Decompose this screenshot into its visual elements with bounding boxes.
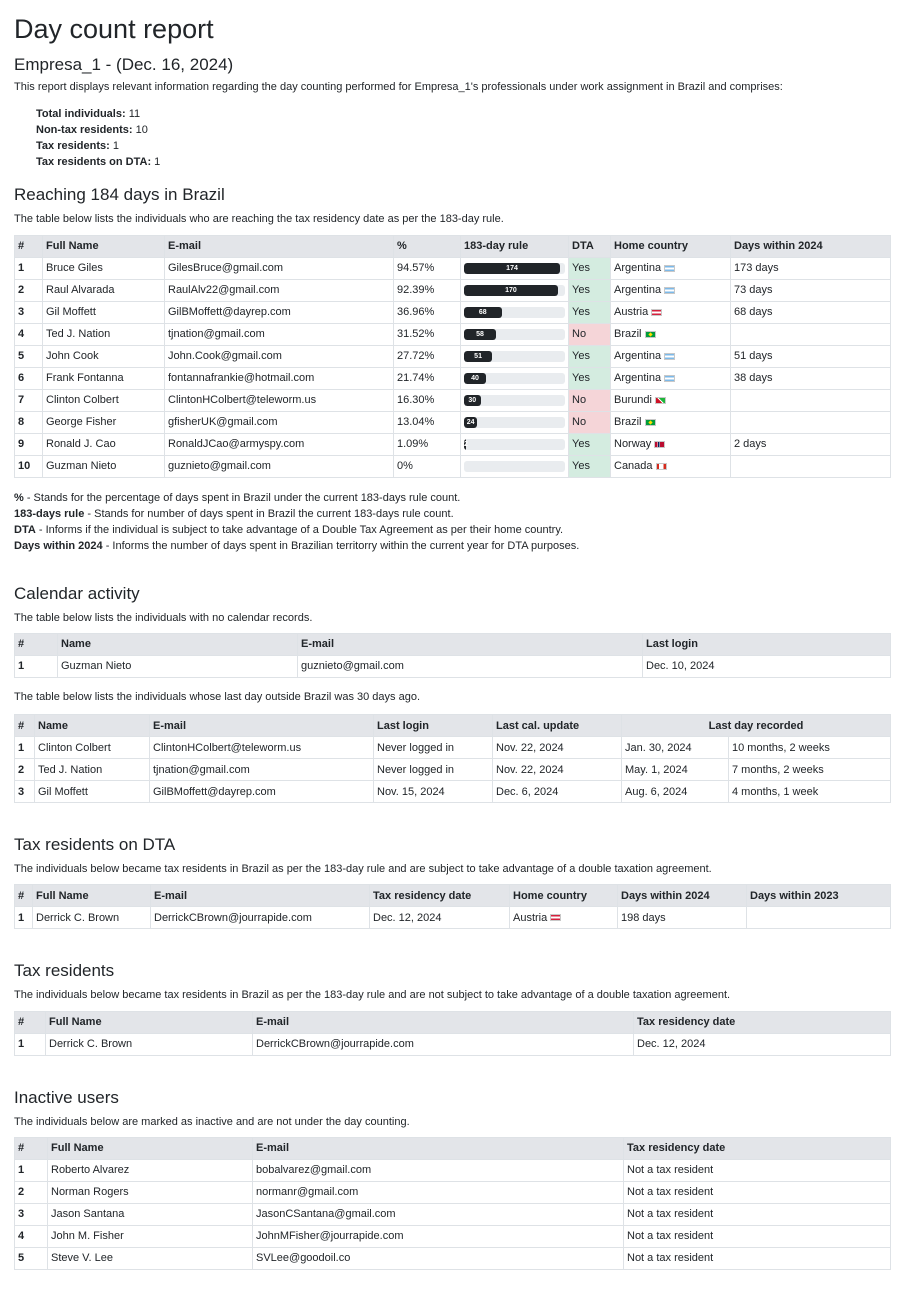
full-name: Ronald J. Cao	[43, 433, 165, 455]
row-number: 3	[15, 781, 35, 803]
column-header: #	[15, 1011, 46, 1033]
full-name: Guzman Nieto	[43, 455, 165, 477]
last-login: Dec. 10, 2024	[643, 655, 891, 677]
table-row	[15, 389, 891, 411]
full-name: John Cook	[43, 345, 165, 367]
legend-item	[14, 506, 890, 522]
calendar-heading: Calendar activity	[14, 583, 140, 603]
full-name: Bruce Giles	[43, 257, 165, 279]
column-header: #	[15, 885, 33, 907]
email: John.Cook@gmail.com	[165, 345, 394, 367]
argentina-flag-icon	[664, 265, 675, 272]
legend-item	[14, 490, 890, 506]
dta-desc: The individuals below became tax residents in Brazil as per the 183-day rule and are subject to take advantage of a double taxation agreement.	[14, 863, 712, 876]
column-header: E-mail	[151, 885, 370, 907]
days-within-2024: 51 days	[731, 345, 891, 367]
intro-text: This report displays relevant information regarding the day counting performed for Empresa_1's professionals under work assignment in Brazil and comprises:	[14, 81, 783, 93]
full-name: Derrick C. Brown	[33, 907, 151, 929]
last-login: Nov. 15, 2024	[374, 781, 493, 803]
column-header: E-mail	[150, 715, 374, 737]
column-header: Full Name	[46, 1011, 253, 1033]
table-row	[15, 411, 891, 433]
row-number: 1	[15, 737, 35, 759]
tax-residency-date: Not a tax resident	[624, 1160, 891, 1182]
home-country	[611, 301, 731, 323]
burundi-flag-icon	[655, 397, 666, 404]
tax-residency-date: Not a tax resident	[624, 1226, 891, 1248]
day-rule-bar	[464, 351, 565, 362]
table-row	[15, 1033, 891, 1055]
email: RaulAlv22@gmail.com	[165, 279, 394, 301]
last-login: Never logged in	[374, 759, 493, 781]
day-rule-cell	[461, 345, 569, 367]
last-login: Never logged in	[374, 737, 493, 759]
percentage: 0%	[394, 455, 461, 477]
column-header: Last login	[643, 633, 891, 655]
legend-text: - Stands for number of days spent in Brazil the current 183-days rule count.	[84, 507, 454, 520]
row-number: 1	[15, 257, 43, 279]
legend-item	[14, 522, 890, 538]
days-within-2024	[731, 411, 891, 433]
full-name: John M. Fisher	[48, 1226, 253, 1248]
email: JohnMFisher@jourrapide.com	[253, 1226, 624, 1248]
days-within-2023	[747, 907, 891, 929]
day-rule-bar-fill: 24	[464, 417, 477, 428]
percentage: 27.72%	[394, 345, 461, 367]
day-rule-bar-fill: 40	[464, 373, 486, 384]
email: bobalvarez@gmail.com	[253, 1160, 624, 1182]
dta-status: Yes	[569, 257, 611, 279]
full-name: Frank Fontanna	[43, 367, 165, 389]
days-within-2024: 38 days	[731, 367, 891, 389]
day-rule-bar	[464, 373, 565, 384]
tax-residency-date: Not a tax resident	[624, 1248, 891, 1270]
email: guznieto@gmail.com	[298, 655, 643, 677]
name: Gil Moffett	[35, 781, 150, 803]
legend	[14, 490, 890, 554]
legend-item	[14, 538, 890, 554]
summary-item	[36, 138, 890, 154]
row-number: 4	[15, 323, 43, 345]
column-header: E-mail	[253, 1138, 624, 1160]
home-country	[611, 433, 731, 455]
last-day-recorded: Jan. 30, 2024	[622, 737, 729, 759]
summary-item	[36, 154, 890, 170]
last-day-recorded: May. 1, 2024	[622, 759, 729, 781]
country-name: Austria	[513, 911, 548, 924]
home-country	[510, 907, 618, 929]
country-name: Brazil	[614, 327, 642, 340]
legend-term: Days within 2024	[14, 539, 103, 552]
column-header: %	[394, 235, 461, 257]
reaching-heading: Reaching 184 days in Brazil	[14, 185, 225, 205]
norway-flag-icon	[654, 441, 665, 448]
residents-heading: Tax residents	[14, 961, 115, 981]
austria-flag-icon	[550, 914, 561, 921]
table-row	[15, 433, 891, 455]
row-number: 9	[15, 433, 43, 455]
days-within-2024	[731, 323, 891, 345]
page-subtitle: Empresa_1 - (Dec. 16, 2024)	[14, 55, 234, 74]
full-name: Raul Alvarada	[43, 279, 165, 301]
row-number: 6	[15, 367, 43, 389]
table-row	[15, 323, 891, 345]
home-country	[611, 345, 731, 367]
dta-section	[14, 834, 890, 929]
name: Ted J. Nation	[35, 759, 150, 781]
email: SVLee@goodoil.co	[253, 1248, 624, 1270]
table-row	[15, 1160, 891, 1182]
legend-term: DTA	[14, 523, 36, 536]
legend-text: - Informs the number of days spent in Brazilian territorry within the current year for DTA purposes.	[102, 539, 580, 552]
row-number: 1	[15, 907, 33, 929]
day-rule-bar-fill: 170	[464, 285, 558, 296]
row-number: 2	[15, 759, 35, 781]
tax-residency-date: Not a tax resident	[624, 1204, 891, 1226]
column-header: E-mail	[298, 633, 643, 655]
last-cal-update: Nov. 22, 2024	[493, 737, 622, 759]
time-ago: 4 months, 1 week	[729, 781, 891, 803]
email: JasonCSantana@gmail.com	[253, 1204, 624, 1226]
day-rule-bar-fill: 174	[464, 263, 560, 274]
day-rule-cell	[461, 301, 569, 323]
column-header: Full Name	[33, 885, 151, 907]
email: GilBMoffett@dayrep.com	[150, 781, 374, 803]
summary-value: 1	[154, 156, 161, 169]
home-country	[611, 455, 731, 477]
full-name: Roberto Alvarez	[48, 1160, 253, 1182]
day-rule-cell	[461, 279, 569, 301]
column-header: Full Name	[48, 1138, 253, 1160]
table-row	[15, 781, 891, 803]
summary-item	[36, 106, 890, 122]
last-cal-update: Nov. 22, 2024	[493, 759, 622, 781]
home-country	[611, 411, 731, 433]
last-day-table	[14, 714, 891, 803]
dta-status: Yes	[569, 455, 611, 477]
percentage: 31.52%	[394, 323, 461, 345]
country-name: Burundi	[614, 393, 652, 406]
day-rule-cell	[461, 257, 569, 279]
reaching-table	[14, 235, 891, 478]
row-number: 4	[15, 1226, 48, 1248]
day-rule-cell	[461, 455, 569, 477]
column-header: DTA	[569, 235, 611, 257]
days-within-2024: 73 days	[731, 279, 891, 301]
table-row	[15, 279, 891, 301]
table-row	[15, 257, 891, 279]
argentina-flag-icon	[664, 375, 675, 382]
table-row	[15, 301, 891, 323]
days-within-2024: 2 days	[731, 433, 891, 455]
column-header: E-mail	[253, 1011, 634, 1033]
row-number: 1	[15, 1160, 48, 1182]
calendar-desc-2: The table below lists the individuals whose last day outside Brazil was 30 days ago.	[14, 690, 421, 703]
row-number: 5	[15, 1248, 48, 1270]
day-rule-bar-fill: 30	[464, 395, 481, 406]
table-row	[15, 1204, 891, 1226]
email: fontannafrankie@hotmail.com	[165, 367, 394, 389]
days-within-2024: 173 days	[731, 257, 891, 279]
summary-label: Tax residents:	[36, 140, 110, 153]
day-rule-bar	[464, 307, 565, 318]
country-name: Brazil	[614, 415, 642, 428]
percentage: 21.74%	[394, 367, 461, 389]
summary-label: Non-tax residents:	[36, 124, 133, 137]
column-header: Tax residency date	[634, 1011, 891, 1033]
row-number: 3	[15, 301, 43, 323]
column-header: E-mail	[165, 235, 394, 257]
summary-label: Total individuals:	[36, 108, 126, 121]
calendar-desc-1: The table below lists the individuals with no calendar records.	[14, 611, 313, 624]
inactive-heading: Inactive users	[14, 1087, 119, 1107]
legend-term: 183-days rule	[14, 507, 85, 520]
day-rule-cell	[461, 433, 569, 455]
day-rule-bar	[464, 329, 565, 340]
canada-flag-icon	[656, 463, 667, 470]
no-calendar-table	[14, 633, 891, 678]
email: GilBMoffett@dayrep.com	[165, 301, 394, 323]
full-name: Derrick C. Brown	[46, 1033, 253, 1055]
table-row	[15, 455, 891, 477]
column-header: #	[15, 715, 35, 737]
email: RonaldJCao@armyspy.com	[165, 433, 394, 455]
percentage: 94.57%	[394, 257, 461, 279]
residents-section	[14, 960, 890, 1055]
table-row	[15, 907, 891, 929]
home-country	[611, 389, 731, 411]
email: gfisherUK@gmail.com	[165, 411, 394, 433]
inactive-table	[14, 1137, 891, 1270]
percentage: 36.96%	[394, 301, 461, 323]
summary-list	[14, 106, 890, 170]
column-header: Days within 2024	[618, 885, 747, 907]
days-within-2024: 198 days	[618, 907, 747, 929]
dta-status: No	[569, 323, 611, 345]
argentina-flag-icon	[664, 353, 675, 360]
day-rule-bar	[464, 395, 565, 406]
day-rule-cell	[461, 367, 569, 389]
full-name: Gil Moffett	[43, 301, 165, 323]
email: DerrickCBrown@jourrapide.com	[151, 907, 370, 929]
full-name: Steve V. Lee	[48, 1248, 253, 1270]
column-header: Last cal. update	[493, 715, 622, 737]
row-number: 10	[15, 455, 43, 477]
table-row	[15, 1226, 891, 1248]
row-number: 7	[15, 389, 43, 411]
column-header: 183-day rule	[461, 235, 569, 257]
dta-status: No	[569, 411, 611, 433]
column-header: #	[15, 235, 43, 257]
day-rule-bar	[464, 263, 565, 274]
last-cal-update: Dec. 6, 2024	[493, 781, 622, 803]
reaching-desc: The table below lists the individuals who are reaching the tax residency date as per the 183-day rule.	[14, 213, 504, 226]
day-rule-bar	[464, 439, 565, 450]
email: normanr@gmail.com	[253, 1182, 624, 1204]
home-country	[611, 323, 731, 345]
name: Clinton Colbert	[35, 737, 150, 759]
tax-residency-date: Dec. 12, 2024	[370, 907, 510, 929]
email: ClintonHColbert@teleworm.us	[150, 737, 374, 759]
dta-status: Yes	[569, 301, 611, 323]
summary-item	[36, 122, 890, 138]
country-name: Argentina	[614, 349, 662, 362]
email: ClintonHColbert@teleworm.us	[165, 389, 394, 411]
table-row	[15, 655, 891, 677]
percentage: 92.39%	[394, 279, 461, 301]
day-rule-bar	[464, 461, 565, 472]
austria-flag-icon	[651, 309, 662, 316]
country-name: Norway	[614, 437, 652, 450]
day-rule-bar	[464, 417, 565, 428]
full-name: Ted J. Nation	[43, 323, 165, 345]
email: guznieto@gmail.com	[165, 455, 394, 477]
home-country	[611, 279, 731, 301]
percentage: 1.09%	[394, 433, 461, 455]
day-rule-bar-fill: 58	[464, 329, 496, 340]
column-header: Days within 2023	[747, 885, 891, 907]
inactive-desc: The individuals below are marked as inactive and are not under the day counting.	[14, 1115, 410, 1128]
column-header: Tax residency date	[370, 885, 510, 907]
table-row	[15, 367, 891, 389]
column-header: Days within 2024	[731, 235, 891, 257]
summary-label: Tax residents on DTA:	[36, 156, 152, 169]
column-header: Name	[35, 715, 150, 737]
reaching-section	[14, 184, 890, 477]
column-header: Name	[58, 633, 298, 655]
table-row	[15, 759, 891, 781]
full-name: Clinton Colbert	[43, 389, 165, 411]
full-name: George Fisher	[43, 411, 165, 433]
inactive-section	[14, 1087, 890, 1270]
column-header: #	[15, 633, 58, 655]
days-within-2024	[731, 389, 891, 411]
brazil-flag-icon	[645, 419, 656, 426]
last-day-recorded: Aug. 6, 2024	[622, 781, 729, 803]
time-ago: 10 months, 2 weeks	[729, 737, 891, 759]
tax-residency-date: Dec. 12, 2024	[634, 1033, 891, 1055]
dta-status: No	[569, 389, 611, 411]
page-title: Day count report	[14, 14, 214, 44]
dta-status: Yes	[569, 367, 611, 389]
row-number: 3	[15, 1204, 48, 1226]
day-rule-cell	[461, 389, 569, 411]
residents-table	[14, 1011, 891, 1056]
summary-value: 10	[135, 124, 148, 137]
row-number: 1	[15, 1033, 46, 1055]
table-row	[15, 1182, 891, 1204]
name: Guzman Nieto	[58, 655, 298, 677]
row-number: 2	[15, 279, 43, 301]
row-number: 5	[15, 345, 43, 367]
day-rule-bar	[464, 285, 565, 296]
time-ago: 7 months, 2 weeks	[729, 759, 891, 781]
country-name: Argentina	[614, 261, 662, 274]
dta-table	[14, 884, 891, 929]
percentage: 16.30%	[394, 389, 461, 411]
tax-residency-date: Not a tax resident	[624, 1182, 891, 1204]
home-country	[611, 257, 731, 279]
table-row	[15, 1248, 891, 1270]
email: GilesBruce@gmail.com	[165, 257, 394, 279]
row-number: 1	[15, 655, 58, 677]
table-row	[15, 737, 891, 759]
column-header: Home country	[611, 235, 731, 257]
full-name: Norman Rogers	[48, 1182, 253, 1204]
legend-term: %	[14, 491, 24, 504]
argentina-flag-icon	[664, 287, 675, 294]
table-row	[15, 345, 891, 367]
day-rule-bar-fill: 2	[464, 440, 468, 448]
dta-heading: Tax residents on DTA	[14, 835, 176, 855]
email: DerrickCBrown@jourrapide.com	[253, 1033, 634, 1055]
residents-desc: The individuals below became tax residents in Brazil as per the 183-day rule and are not subject to take advantage of a double taxation agreement.	[14, 989, 731, 1002]
calendar-section	[14, 583, 890, 804]
dta-status: Yes	[569, 279, 611, 301]
day-rule-cell	[461, 323, 569, 345]
column-header: Home country	[510, 885, 618, 907]
percentage: 13.04%	[394, 411, 461, 433]
dta-status: Yes	[569, 433, 611, 455]
day-rule-bar-fill: 51	[464, 351, 492, 362]
email: tjnation@gmail.com	[150, 759, 374, 781]
day-rule-cell	[461, 411, 569, 433]
summary-value: 1	[112, 140, 119, 153]
row-number: 2	[15, 1182, 48, 1204]
days-within-2024: 68 days	[731, 301, 891, 323]
day-rule-bar-fill: 68	[464, 307, 502, 318]
full-name: Jason Santana	[48, 1204, 253, 1226]
legend-text: - Stands for the percentage of days spent in Brazil under the current 183-days rule count.	[23, 491, 461, 504]
dta-status: Yes	[569, 345, 611, 367]
country-name: Argentina	[614, 283, 662, 296]
row-number: 8	[15, 411, 43, 433]
days-within-2024	[731, 455, 891, 477]
column-header: Last login	[374, 715, 493, 737]
summary-value: 11	[128, 108, 141, 121]
column-header: Full Name	[43, 235, 165, 257]
email: tjnation@gmail.com	[165, 323, 394, 345]
column-header: Last day recorded	[622, 715, 891, 737]
country-name: Austria	[614, 305, 649, 318]
column-header: #	[15, 1138, 48, 1160]
legend-text: - Informs if the individual is subject to take advantage of a Double Tax Agreement as per their home country.	[35, 523, 564, 536]
home-country	[611, 367, 731, 389]
brazil-flag-icon	[645, 331, 656, 338]
column-header: Tax residency date	[624, 1138, 891, 1160]
country-name: Canada	[614, 459, 653, 472]
country-name: Argentina	[614, 371, 662, 384]
